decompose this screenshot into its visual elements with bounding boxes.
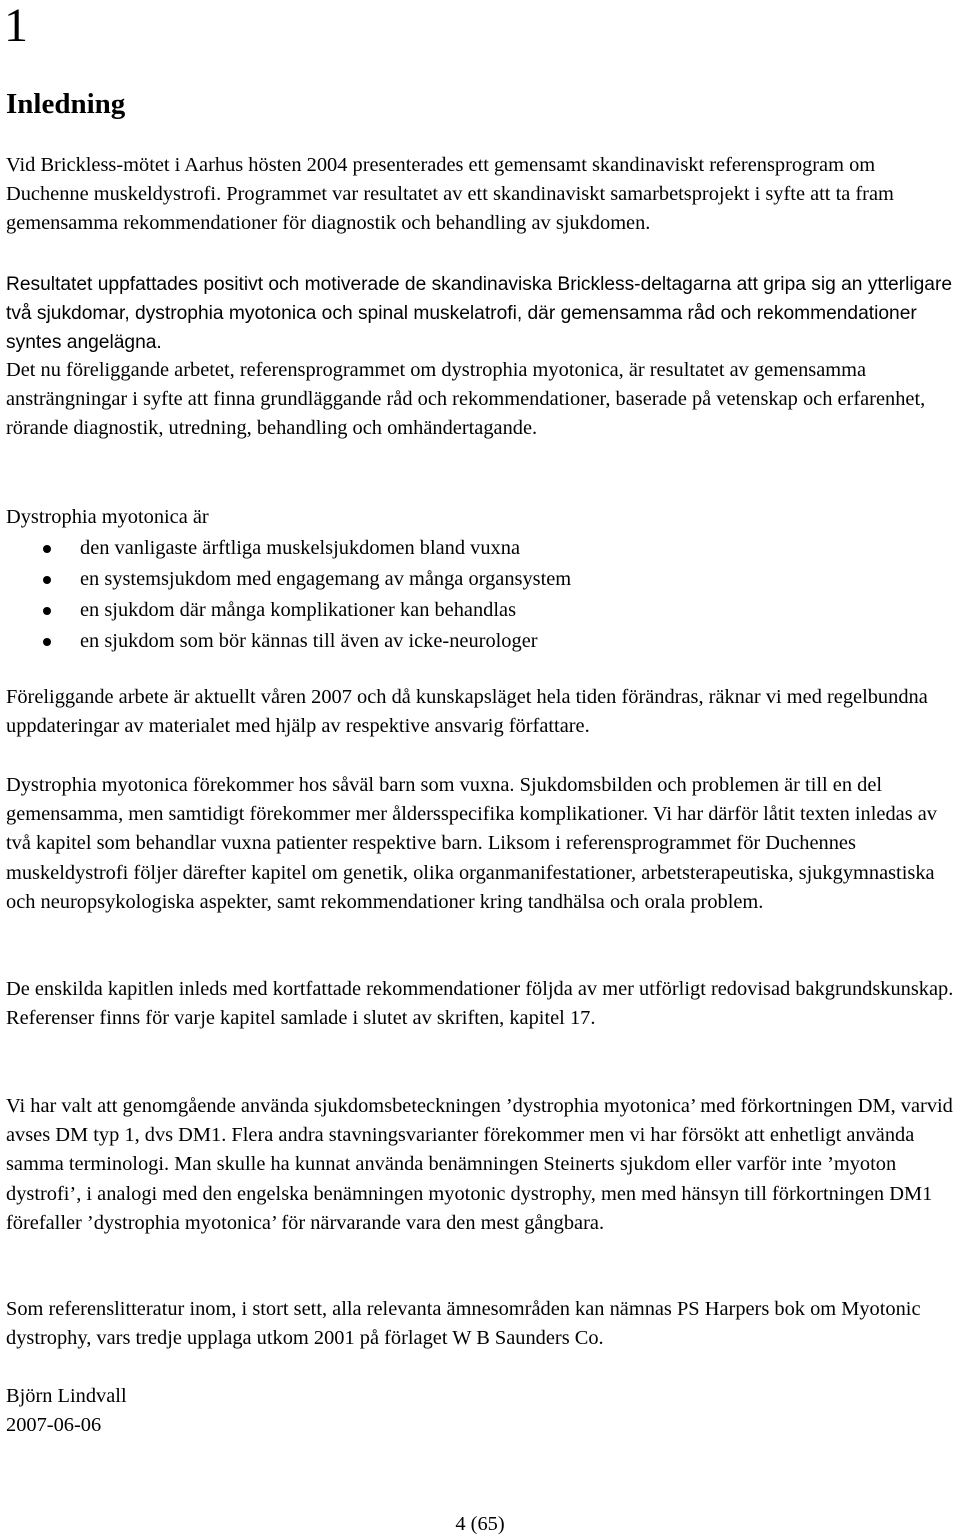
- list-intro: Dystrophia myotonica är: [6, 506, 209, 528]
- paragraph-reference: Som referenslitteratur inom, i stort sett, alla relevanta ämnesområden kan nämnas PS Harpers bok om Myotonic dystrophy, vars tredje upplaga utkom 2001 på förlaget W B Saunders Co.: [6, 1298, 921, 1350]
- list-item: [6, 533, 956, 564]
- paragraph-update: Föreliggande arbete är aktuellt våren 2007 och då kunskapsläget hela tiden förändras, räknar vi med regelbundna uppdateringar av materialet med hjälp av respektive ansvarig författare.: [6, 686, 928, 738]
- page-number: 4 (65): [455, 1513, 505, 1535]
- list-item: [6, 595, 956, 626]
- list-item: [6, 626, 956, 657]
- bullet-icon: [43, 576, 51, 584]
- list-item-text: en sjukdom där många komplikationer kan behandlas: [80, 599, 517, 621]
- chapter-number: 1: [4, 0, 28, 52]
- list-item: [6, 564, 956, 595]
- bullet-icon: [43, 638, 51, 646]
- section-heading: Inledning: [6, 88, 126, 120]
- list-item-text: en sjukdom som bör kännas till även av icke-neurologer: [80, 630, 538, 652]
- bullet-icon: [43, 607, 51, 615]
- bullet-list: [6, 533, 956, 657]
- list-item-text: en systemsjukdom med engagemang av många organsystem: [80, 568, 572, 590]
- paragraph-current-work: Det nu föreliggande arbetet, referensprogrammet om dystrophia myotonica, är resultatet av gemensamma ansträngningar i syfte att finna grundläggande råd och rekommendationer, baserade på vetenskap och erfarenhet, rörande diagnostik, utredning, behandling och omhändertagande.: [6, 359, 926, 440]
- paragraph-children-adults: Dystrophia myotonica förekommer hos såväl barn som vuxna. Sjukdomsbilden och problemen är till en del gemensamma, men samtidigt förekommer mer åldersspecifika komplikationer. Vi har därför låtit texten inledas av två kapitel som behandlar vuxna patienter respektive barn. Liksom i referensprogrammet för Duchennes muskeldystrofi följer därefter kapitel om genetik, olika organmanifestationer, arbetsterapeutiska, sjukgymnastiska och neuropsykologiska aspekter, samt rekommendationer kring tandhälsa och orala problem.: [6, 774, 937, 913]
- signature-date: 2007-06-06: [6, 1414, 102, 1436]
- bullet-icon: [43, 545, 51, 553]
- list-item-text: den vanligaste ärftliga muskelsjukdomen bland vuxna: [80, 537, 520, 559]
- signature-author: Björn Lindvall: [6, 1385, 127, 1407]
- paragraph-result: Resultatet uppfattades positivt och motiverade de skandinaviska Brickless-deltagarna att gripa sig an ytterligare två sjukdomar, dystrophia myotonica och spinal muskelatrofi, där gemensamma råd och rekommendationer syntes angelägna.: [6, 274, 953, 354]
- paragraph-terminology: Vi har valt att genomgående använda sjukdomsbeteckningen ’dystrophia myotonica’ med förkortningen DM, varvid avses DM typ 1, dvs DM1. Flera andra stavningsvarianter förekommer men vi har försökt att enhetligt använda samma terminologi. Man skulle ha kunnat använda benämningen Steinerts sjukdom eller varför inte ’myoton dystrofi’, i analogi med den engelska benämningen myotonic dystrophy, men med hänsyn till förkortningen DM1 förefaller ’dystrophia myotonica’ för närvarande vara den mest gångbara.: [6, 1095, 953, 1234]
- paragraph-intro: Vid Brickless-mötet i Aarhus hösten 2004 presenterades ett gemensamt skandinaviskt referensprogram om Duchenne muskeldystrofi. Programmet var resultatet av ett skandinaviskt samarbetsprojekt i syfte att ta fram gemensamma rekommendationer för diagnostik och behandling av sjukdomen.: [6, 154, 894, 235]
- paragraph-chapters: De enskilda kapitlen inleds med kortfattade rekommendationer följda av mer utförligt redovisad bakgrundskunskap. Referenser finns för varje kapitel samlade i slutet av skriften, kapitel 17.: [6, 978, 954, 1030]
